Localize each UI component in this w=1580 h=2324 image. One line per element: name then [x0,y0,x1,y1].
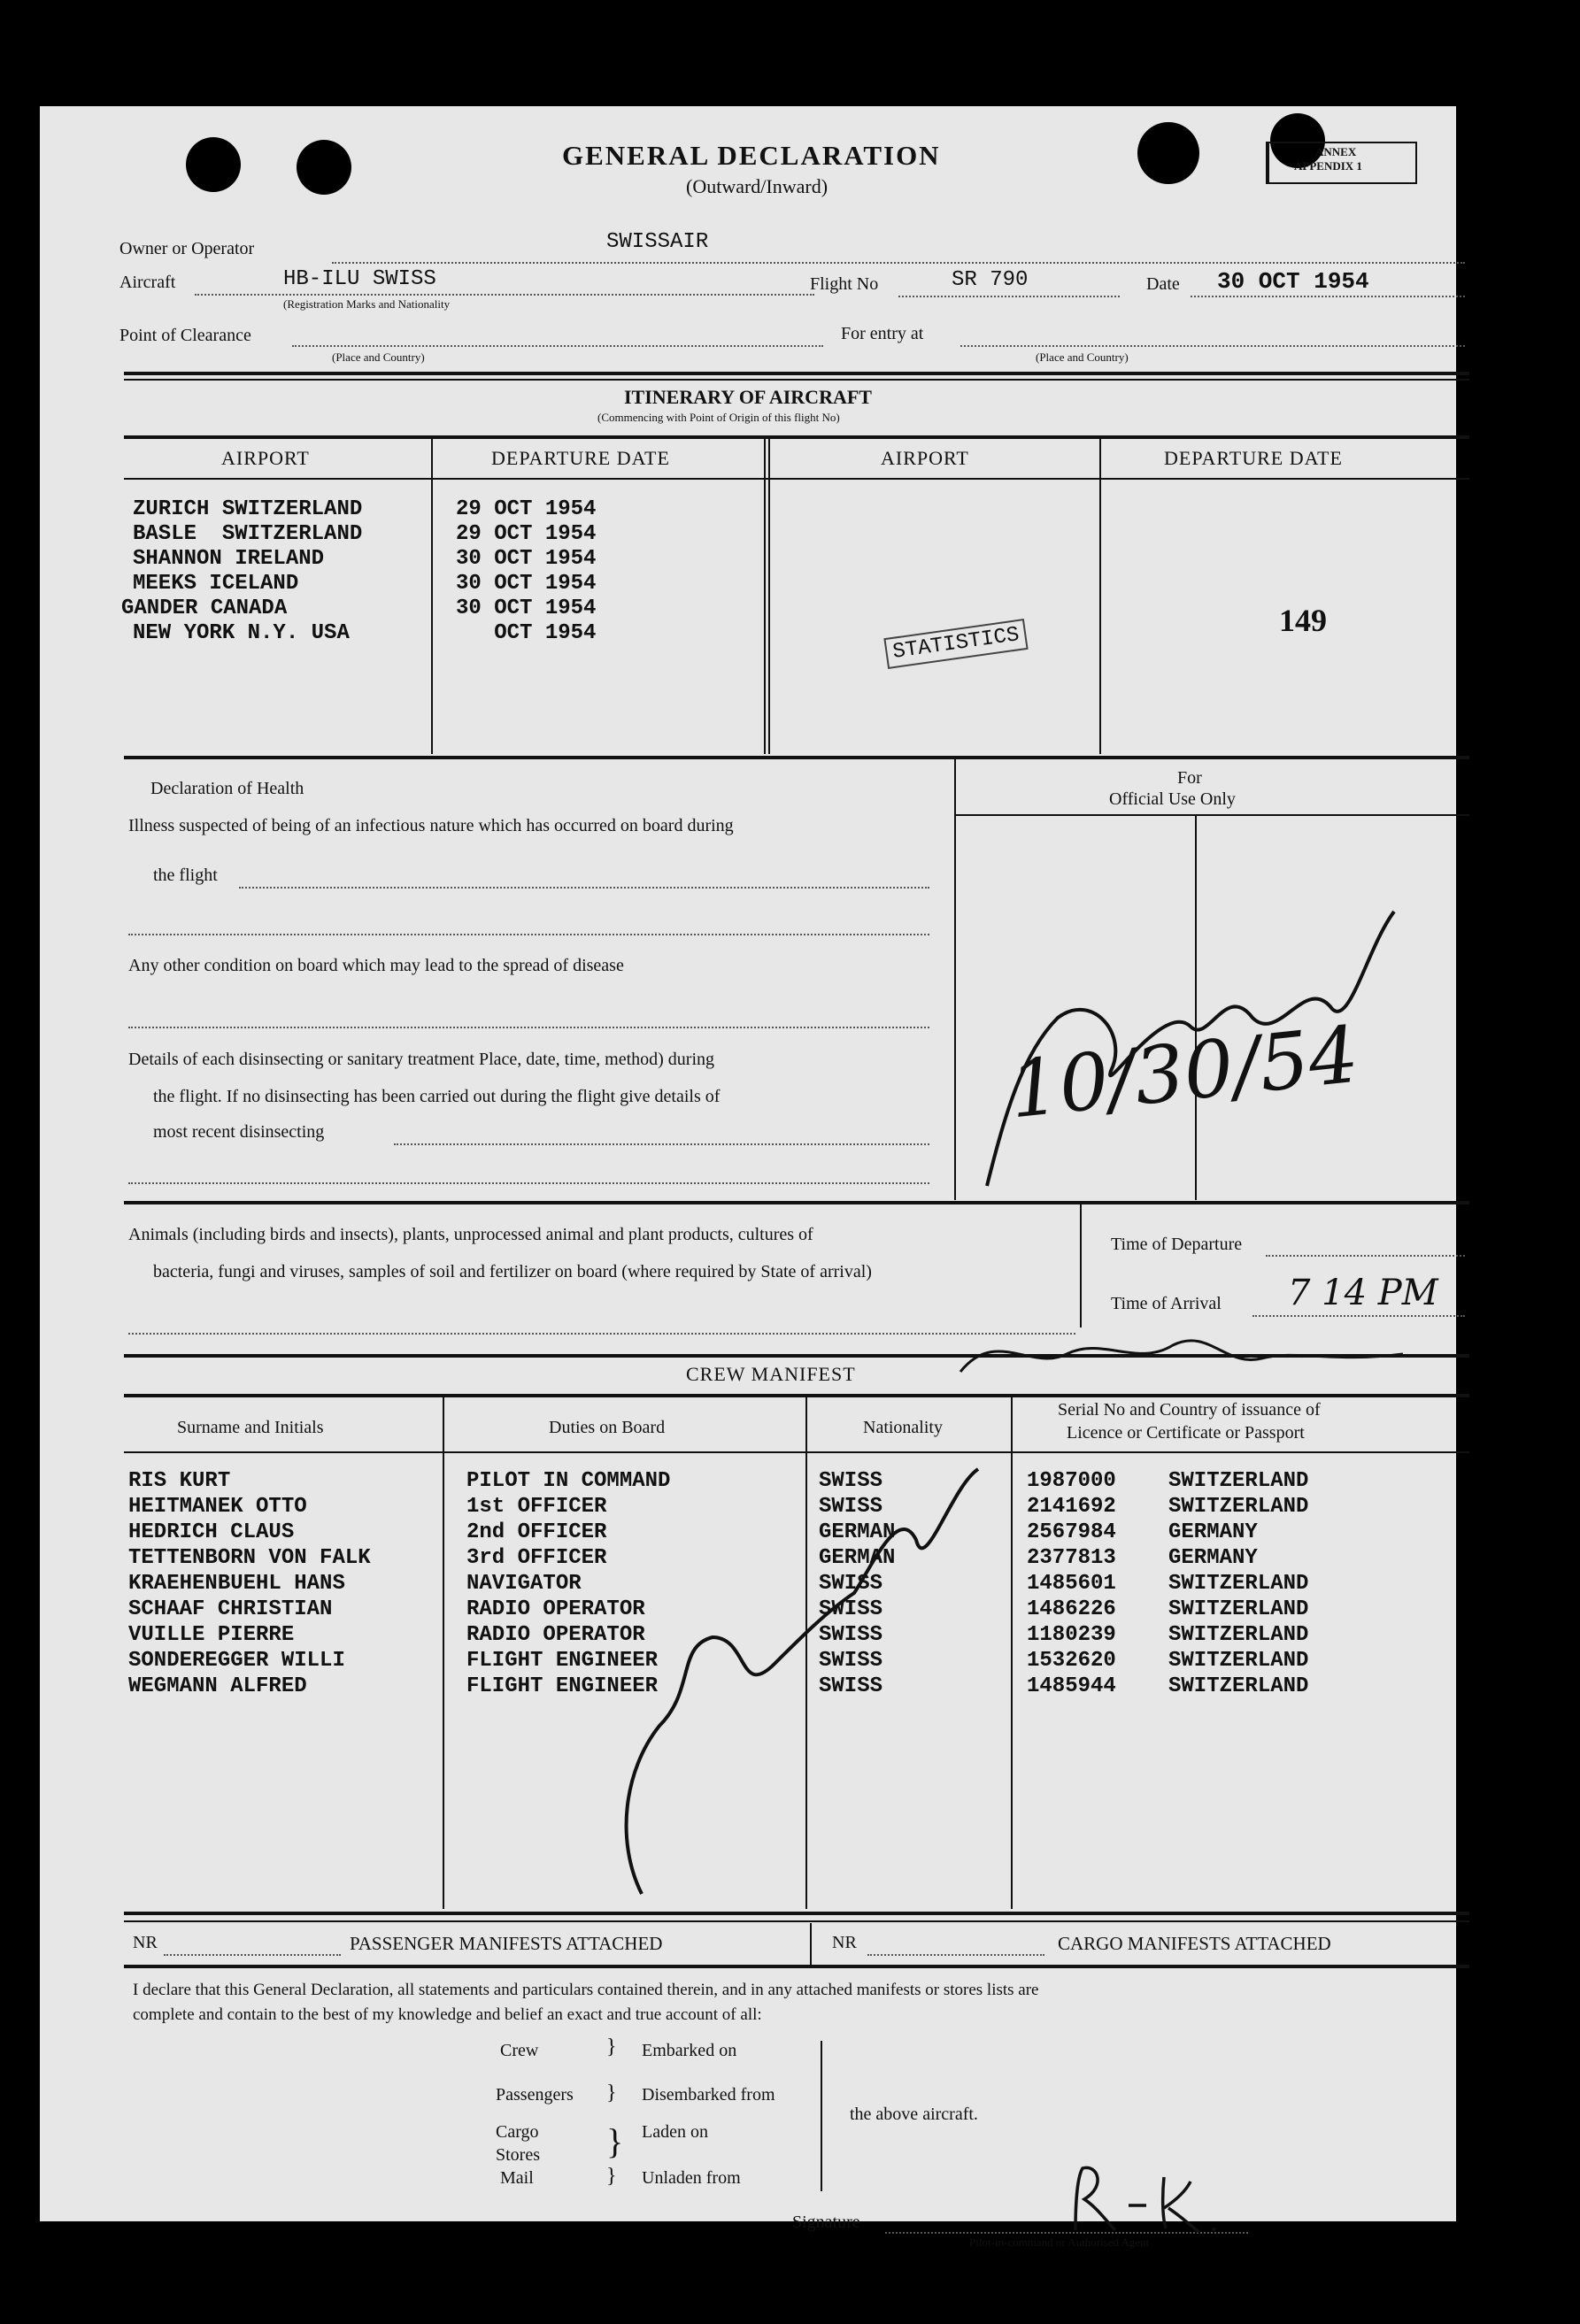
aircraft-line [195,294,814,296]
arrival-time-line [1252,1315,1465,1317]
aircraft-label: Aircraft [119,273,176,292]
decl-passengers: Passengers [496,2085,574,2105]
passenger-nr-label: NR [133,1933,158,1952]
decl-cargo: Cargo [496,2122,539,2142]
crew-name: KRAEHENBUEHL HANS [128,1572,345,1596]
column-line [443,1396,444,1909]
itinerary-date: 30 OCT 1954 [456,572,597,596]
crew-name: SCHAAF CHRISTIAN [128,1597,333,1621]
crew-manifest-title: CREW MANIFEST [686,1363,856,1385]
crew-title-scribble [943,1319,1438,1398]
rule [124,478,1469,480]
crew-serial: 1987000 [1027,1469,1116,1493]
rule [124,1912,1469,1915]
aircraft-sublabel: (Registration Marks and Nationality [283,297,451,311]
column-line [768,435,770,754]
captain-signature [1058,2159,1235,2239]
rule [124,1201,1469,1204]
health-dotted-line [128,934,929,935]
animals-line-1: Animals (including birds and insects), plants, unprocessed animal and plant products, cultures of [128,1225,813,1244]
column-line [431,435,433,754]
itinerary-date: 29 OCT 1954 [456,522,597,546]
clearance-line [292,345,823,347]
health-dotted-line [128,1182,929,1184]
crew-serial: 2141692 [1027,1495,1116,1519]
crew-name: VUILLE PIERRE [128,1623,295,1647]
signature-sublabel: Pilot-in-command or Authorised Agent [969,2236,1150,2249]
crew-nationality: SWISS [819,1623,883,1647]
document-title: GENERAL DECLARATION [562,140,941,171]
crew-country: GERMANY [1168,1546,1258,1570]
crew-header-serial-1: Serial No and Country of issuance of [1058,1400,1321,1420]
annex-label: ANNEX [1315,145,1357,158]
crew-signature-scribble [536,1434,1031,1912]
rule [124,1354,1469,1358]
crew-country: SWITZERLAND [1168,1572,1309,1596]
aircraft-value: HB-ILU SWISS [283,267,436,291]
health-dotted-line [394,1143,929,1145]
itinerary-title: ITINERARY OF AIRCRAFT [624,386,872,408]
health-dotted-line [239,887,929,889]
itinerary-header-departure: DEPARTURE DATE [491,447,670,469]
itinerary-header-airport-2: AIRPORT [881,447,969,469]
health-line-6: most recent disinsecting [153,1122,325,1142]
brace: } [606,2082,617,2105]
crew-country: GERMANY [1168,1520,1258,1544]
crew-duty: FLIGHT ENGINEER [466,1674,659,1698]
official-use-label-1: For [1177,768,1202,788]
itinerary-airport: ZURICH SWITZERLAND [133,497,363,521]
bracket-line [821,2041,822,2191]
appendix-label: APPENDIX 1 [1294,159,1362,173]
brace: } [606,2035,617,2059]
punch-hole [297,140,351,195]
column-line [764,435,766,754]
flight-label: Flight No [810,274,879,294]
itinerary-airport: MEEKS ICELAND [133,572,299,596]
decl-unladen: Unladen from [642,2168,741,2188]
entry-line [960,345,1465,347]
health-line-4: Details of each disinsecting or sanitary treatment Place, date, time, method) during [128,1050,715,1069]
itinerary-date: OCT 1954 [456,621,597,645]
crew-serial: 2377813 [1027,1546,1116,1570]
rule [124,379,1469,381]
health-line-5: the flight. If no disinsecting has been carried out during the flight give details of [153,1087,721,1106]
itinerary-header-airport: AIRPORT [221,447,310,469]
crew-header-nationality: Nationality [863,1418,943,1437]
passenger-nr-line [164,1954,341,1956]
itinerary-airport: NEW YORK N.Y. USA [133,621,350,645]
health-line-2: the flight [153,866,218,885]
itinerary-airport: GANDER CANADA [121,596,288,620]
crew-duty: PILOT IN COMMAND [466,1469,671,1493]
crew-name: WEGMANN ALFRED [128,1674,307,1698]
crew-duty: FLIGHT ENGINEER [466,1649,659,1673]
crew-nationality: SWISS [819,1469,883,1493]
crew-duty: RADIO OPERATOR [466,1623,645,1647]
flight-line [898,296,1120,297]
rule [124,435,1469,439]
crew-nationality: SWISS [819,1597,883,1621]
annex-box [1266,142,1417,184]
column-line [1099,435,1101,754]
crew-duty: NAVIGATOR [466,1572,582,1596]
crew-duty: RADIO OPERATOR [466,1597,645,1621]
document-page [40,106,1456,2249]
declaration-text-1: I declare that this General Declaration, all statements and particulars contained therein, and in any attached manifests or stores lists are [133,1981,1039,1999]
crew-nationality: SWISS [819,1572,883,1596]
animals-line-2: bacteria, fungi and viruses, samples of soil and fertilizer on board (where required by State of arrival) [153,1262,872,1281]
itinerary-date: 29 OCT 1954 [456,497,597,521]
passenger-manifests-label: PASSENGER MANIFESTS ATTACHED [350,1933,663,1954]
health-line-1: Illness suspected of being of an infectious nature which has occurred on board during [128,816,734,835]
rule [124,1965,1469,1968]
crew-name: RIS KURT [128,1469,231,1493]
health-dotted-line [128,1027,929,1028]
owner-line [332,262,1465,264]
date-value: 30 OCT 1954 [1217,268,1369,295]
crew-serial: 1485601 [1027,1572,1116,1596]
cargo-nr-line [867,1954,1044,1956]
owner-label: Owner or Operator [119,239,255,258]
crew-serial: 1485944 [1027,1674,1116,1698]
crew-nationality: GERMAN [819,1546,896,1570]
crew-header-serial-2: Licence or Certificate or Passport [1067,1423,1305,1443]
decl-crew: Crew [500,2041,539,2060]
crew-name: HEDRICH CLAUS [128,1520,295,1544]
punch-hole [1137,122,1199,184]
flight-value: SR 790 [952,268,1029,292]
itinerary-airport: BASLE SWITZERLAND [133,522,363,546]
crew-serial: 1532620 [1027,1649,1116,1673]
decl-disembarked: Disembarked from [642,2085,775,2105]
health-title: Declaration of Health [150,779,304,798]
decl-above-aircraft: the above aircraft. [850,2105,978,2124]
crew-serial: 1486226 [1027,1597,1116,1621]
crew-country: SWITZERLAND [1168,1469,1309,1493]
entry-label: For entry at [841,324,924,343]
decl-mail: Mail [500,2168,534,2188]
declaration-text-2: complete and contain to the best of my knowledge and belief an exact and true account of all: [133,2005,762,2024]
crew-header-name: Surname and Initials [177,1418,324,1437]
owner-value: SWISSAIR [606,230,709,254]
crew-country: SWITZERLAND [1168,1623,1309,1647]
crew-duty: 2nd OFFICER [466,1520,607,1544]
cargo-nr-label: NR [832,1933,857,1952]
crew-nationality: SWISS [819,1495,883,1519]
itinerary-subtitle: (Commencing with Point of Origin of this flight No) [597,411,840,424]
official-signature-date: 10/30/54 [1005,1008,1363,1136]
official-use-label-2: Official Use Only [1109,789,1236,809]
crew-serial: 1180239 [1027,1623,1116,1647]
departure-time-line [1266,1255,1465,1257]
decl-stores: Stores [496,2145,540,2165]
crew-country: SWITZERLAND [1168,1649,1309,1673]
rule [124,1394,1469,1397]
animals-dotted-line [128,1333,1075,1335]
itinerary-header-departure-2: DEPARTURE DATE [1164,447,1343,469]
crew-header-duties: Duties on Board [549,1418,666,1437]
page-number: 149 [1279,603,1327,638]
cargo-manifests-label: CARGO MANIFESTS ATTACHED [1058,1933,1331,1954]
rule [124,756,1469,759]
punch-hole [186,137,241,192]
itinerary-date: 30 OCT 1954 [456,596,597,620]
arrival-time-label: Time of Arrival [1111,1294,1222,1313]
column-line [810,1923,812,1967]
crew-nationality: SWISS [819,1674,883,1698]
itinerary-airport: SHANNON IRELAND [133,547,325,571]
crew-country: SWITZERLAND [1168,1495,1309,1519]
document-subtitle: (Outward/Inward) [686,175,829,197]
decl-embarked: Embarked on [642,2041,737,2060]
rule [124,1920,1469,1922]
crew-name: SONDEREGGER WILLI [128,1649,345,1673]
date-line [1191,296,1465,297]
arrival-time-value: 7 14 PM [1288,1273,1438,1313]
brace: } [606,2165,617,2188]
rule [124,372,1469,375]
itinerary-date: 30 OCT 1954 [456,547,597,571]
decl-laden: Laden on [642,2122,708,2142]
clearance-sublabel: (Place and Country) [332,350,425,364]
statistics-stamp: STATISTICS [883,619,1028,669]
brace: } [606,2121,624,2161]
crew-country: SWITZERLAND [1168,1597,1309,1621]
date-label: Date [1146,274,1180,294]
signature-label: Signature [792,2212,860,2232]
crew-name: TETTENBORN VON FALK [128,1546,371,1570]
crew-name: HEITMANEK OTTO [128,1495,307,1519]
rule [954,814,1469,816]
crew-duty: 3rd OFFICER [466,1546,607,1570]
crew-country: SWITZERLAND [1168,1674,1309,1698]
departure-time-label: Time of Departure [1111,1235,1243,1254]
crew-serial: 2567984 [1027,1520,1116,1544]
clearance-label: Point of Clearance [119,326,251,345]
column-line [1080,1204,1082,1327]
crew-duty: 1st OFFICER [466,1495,607,1519]
entry-sublabel: (Place and Country) [1036,350,1129,364]
official-signature-scribble [952,894,1447,1212]
health-line-3: Any other condition on board which may lead to the spread of disease [128,956,624,975]
crew-nationality: SWISS [819,1649,883,1673]
crew-nationality: GERMAN [819,1520,896,1544]
